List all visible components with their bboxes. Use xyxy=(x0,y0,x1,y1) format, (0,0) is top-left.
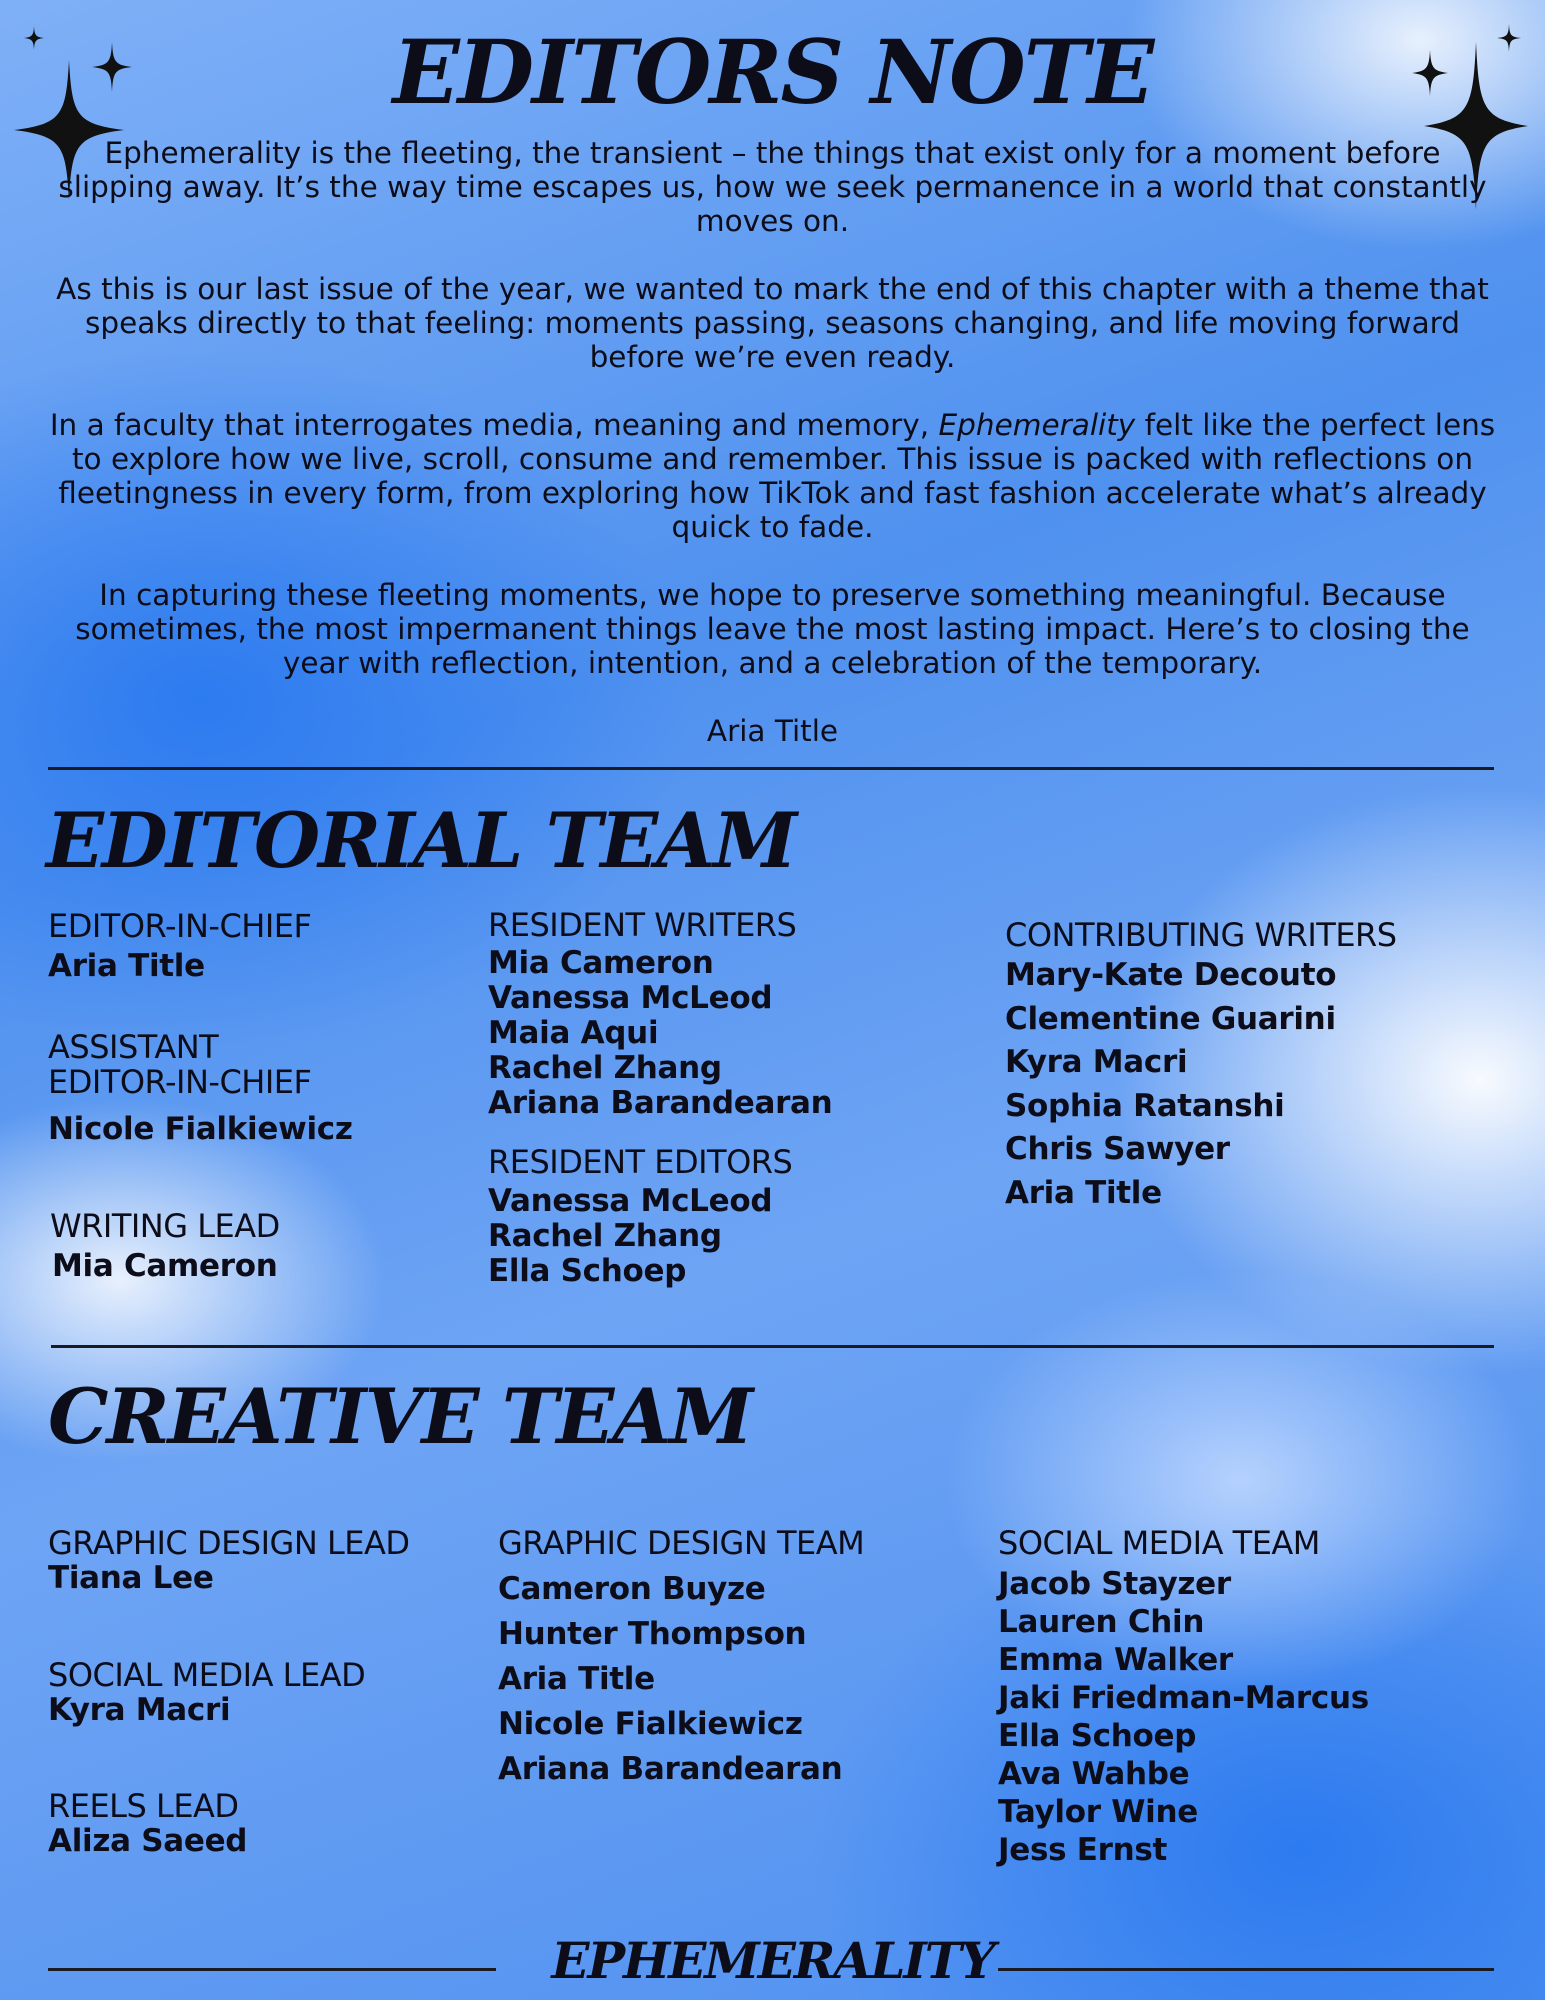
reels-lead-block xyxy=(48,1789,247,1858)
graphic-design-lead-block xyxy=(48,1526,410,1595)
member-name: Taylor Wine xyxy=(998,1794,1198,1830)
paragraph-text: felt like the perfect lens to explore how we live, scroll, consume and remember. This issue is packed with reflections on fleetingness in every form, from exploring how TikTok and fast fashion accelerate what’s already quick to fade. xyxy=(58,408,1496,544)
role-label: SOCIAL MEDIA LEAD xyxy=(48,1656,366,1694)
assistant-editor-block xyxy=(48,1030,353,1158)
role-label: WRITING LEAD xyxy=(50,1207,280,1245)
member-name: Tiana Lee xyxy=(48,1560,214,1596)
member-name: Ava Wahbe xyxy=(998,1756,1190,1792)
contributing-writers-block xyxy=(1005,918,1397,1215)
member-name: Cameron Buyze xyxy=(498,1571,766,1607)
member-name: Nicole Fialkiewicz xyxy=(48,1111,353,1147)
member-name: Ella Schoep xyxy=(998,1718,1197,1754)
editors-note-signature: Aria Title xyxy=(706,714,839,748)
member-name: Ariana Barandearan xyxy=(498,1751,843,1787)
editors-note-paragraph: Ephemerality is the fleeting, the transient – the things that exist only for a moment before slipping away. It’s the way time escapes us, how we seek permanence in a world that constantly moves on. xyxy=(58,136,1487,238)
role-label: ASSISTANT xyxy=(48,1028,219,1066)
member-name: Mia Cameron xyxy=(52,1248,278,1284)
member-name: Maia Aqui xyxy=(488,1015,659,1051)
member-name: Ella Schoep xyxy=(488,1253,687,1289)
role-label: EDITOR-IN-CHIEF xyxy=(48,907,312,945)
member-name: Kyra Macri xyxy=(1005,1044,1188,1080)
member-name: Jaki Friedman-Marcus xyxy=(998,1680,1369,1716)
member-name: Vanessa McLeod xyxy=(488,1183,773,1219)
member-name: Chris Sawyer xyxy=(1005,1131,1230,1167)
member-name: Aria Title xyxy=(48,948,205,984)
role-label: GRAPHIC DESIGN LEAD xyxy=(48,1524,410,1562)
member-name: Jacob Stayzer xyxy=(998,1566,1231,1602)
editors-note-title: EDITORS NOTE xyxy=(392,20,1153,124)
role-label: GRAPHIC DESIGN TEAM xyxy=(498,1524,865,1562)
footer-issue-title: EPHEMERALITY xyxy=(551,1931,994,1990)
member-name: Kyra Macri xyxy=(48,1692,231,1728)
member-name: Nicole Fialkiewicz xyxy=(498,1706,803,1742)
divider xyxy=(51,1345,1494,1348)
graphic-design-team-block xyxy=(498,1526,864,1792)
role-label: CONTRIBUTING WRITERS xyxy=(1005,916,1397,954)
member-name: Hunter Thompson xyxy=(498,1616,807,1652)
editors-note-paragraph: As this is our last issue of the year, we wanted to mark the end of this chapter with a theme that speaks directly to that feeling: moments passing, seasons changing, and life moving forward before we’re even ready. xyxy=(56,272,1489,374)
member-name: Ariana Barandearan xyxy=(488,1085,833,1121)
divider xyxy=(48,767,1494,770)
editor-in-chief-block xyxy=(48,909,311,988)
writing-lead-block xyxy=(50,1209,280,1288)
member-name: Mia Cameron xyxy=(488,945,714,981)
member-name: Rachel Zhang xyxy=(488,1218,722,1254)
social-media-team-block xyxy=(998,1526,1369,1869)
member-name: Mary-Kate Decouto xyxy=(1005,957,1337,993)
resident-editors-block xyxy=(488,1145,792,1289)
paragraph-text: In a faculty that interrogates media, meaning and memory, xyxy=(49,408,939,442)
role-label: EDITOR-IN-CHIEF xyxy=(48,1063,312,1101)
issue-theme-emphasis: Ephemerality xyxy=(938,408,1136,442)
editorial-team-title: EDITORIAL TEAM xyxy=(46,796,796,885)
member-name: Aria Title xyxy=(1005,1174,1162,1211)
member-name: Rachel Zhang xyxy=(488,1050,722,1086)
member-name: Emma Walker xyxy=(998,1642,1233,1678)
member-name: Sophia Ratanshi xyxy=(1005,1087,1285,1124)
editors-note-body xyxy=(48,136,1497,782)
role-label: SOCIAL MEDIA TEAM xyxy=(998,1524,1320,1562)
resident-writers-block xyxy=(488,908,832,1121)
social-media-lead-block xyxy=(48,1658,365,1727)
role-label: RESIDENT WRITERS xyxy=(488,906,797,944)
member-name: Aria Title xyxy=(498,1661,655,1697)
member-name: Vanessa McLeod xyxy=(488,980,773,1016)
role-label: REELS LEAD xyxy=(48,1787,239,1825)
editors-note-paragraph: In capturing these fleeting moments, we hope to preserve something meaningful. Because sometimes, the most impermanent things leave the most lasting impact. Here’s to closing the year with reflection, intention, and a celebration of the temporary. xyxy=(75,578,1470,680)
creative-team-title: CREATIVE TEAM xyxy=(48,1372,752,1461)
member-name: Aliza Saeed xyxy=(48,1823,248,1859)
member-name: Jess Ernst xyxy=(998,1832,1168,1868)
member-name: Lauren Chin xyxy=(998,1604,1205,1640)
editors-note-paragraph xyxy=(48,408,1497,544)
role-label: RESIDENT EDITORS xyxy=(488,1143,793,1181)
member-name: Clementine Guarini xyxy=(1005,1000,1336,1037)
